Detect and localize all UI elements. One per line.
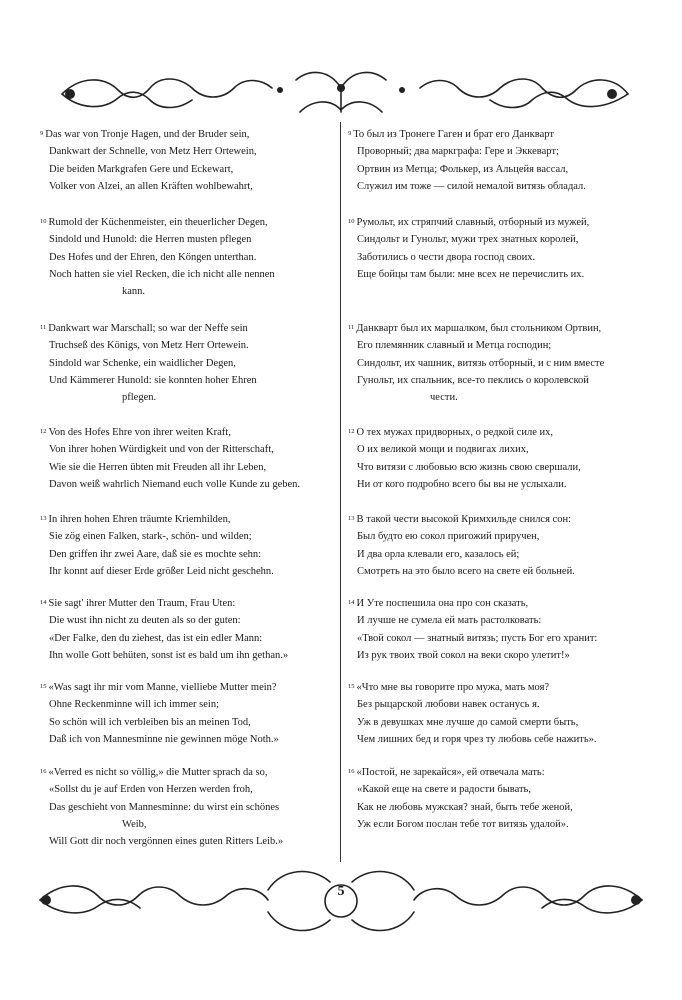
- stanza-first-line: [348, 214, 646, 231]
- stanza-line-text: «Постой, не зарекайся», ей отвечала мать:: [356, 767, 545, 778]
- stanza-line: Sie zög einen Falken, stark-, schön- und wilden;: [49, 531, 252, 543]
- stanza-number: 9: [348, 130, 352, 137]
- stanza-line: Ортвин из Метца; Фолькер, из Альцейя вассал,: [357, 163, 569, 175]
- stanza-line: Синдольт, их чашник, витязь отборный, и с ним вместе: [357, 357, 605, 369]
- stanza-first-line: [40, 320, 336, 337]
- stanza-line: «Der Falke, den du ziehest, das ist ein edler Mann:: [49, 632, 263, 644]
- stanza-line: Как не любовь мужская? знай, быть тебе женой,: [357, 801, 573, 813]
- stanza-line: Проворный; два маркграфа: Гере и Эккеварт;: [357, 146, 559, 158]
- stanza-line-text: Sie sagt' ihrer Mutter den Traum, Frau Uten:: [48, 598, 236, 609]
- stanza-line: Уж если Богом послан тебе тот витязь удалой».: [357, 818, 569, 830]
- german-stanza: [40, 320, 336, 406]
- stanza-line: Will Gott dir noch vergönnen eines guten Ritters Leib.»: [49, 836, 284, 848]
- german-stanza: [40, 126, 336, 195]
- stanza-line-text: В такой чести высокой Кримхильде снился сон:: [356, 514, 571, 525]
- stanza-first-line: [348, 679, 646, 696]
- stanza-line-continuation: pflegen.: [122, 392, 157, 404]
- stanza-number: 13: [40, 515, 47, 522]
- stanza-number: 10: [40, 218, 47, 225]
- stanza-line: «Какой еще на свете и радости бывать,: [357, 784, 531, 796]
- stanza-number: 12: [40, 428, 47, 435]
- stanza-line-text: О тех мужах придворных, о редкой силе их,: [356, 427, 553, 438]
- stanza-line: Ни от кого подробно всего бы вы не услыхали.: [357, 478, 567, 490]
- stanza-first-line: [348, 126, 646, 143]
- stanza-line: So schön will ich verbleiben bis an meinen Tod,: [49, 716, 251, 728]
- stanza-line: Von ihrer hohen Würdigkeit und von der Ritterschaft,: [49, 444, 274, 456]
- stanza-first-line: [40, 595, 336, 612]
- german-stanza: [40, 424, 336, 493]
- stanza-line: Уж в девушках мне лучше до самой смерти быть,: [357, 716, 579, 728]
- stanza-line-text: И Уте поспешила она про сон сказать,: [356, 598, 529, 609]
- stanza-line: Заботились о чести двора господ своих.: [357, 251, 536, 263]
- stanza-first-line: [40, 214, 336, 231]
- stanza-first-line: [348, 764, 646, 781]
- stanza-line-continuation: kann.: [122, 286, 146, 298]
- stanza-line-text: Данкварт был их маршалком, был стольником Ортвин,: [356, 323, 602, 334]
- stanza-line: Des Hofes und der Ehren, den Köngen unterthan.: [49, 251, 257, 263]
- stanza-line: Еще бойцы там были: мне всех не перечислить их.: [357, 268, 585, 280]
- bottom-ornament: [0, 860, 682, 940]
- stanza-line-text: Румольт, их стряпчий славный, отборный из мужей,: [356, 217, 590, 228]
- stanza-line-text: «Was sagt ihr mir vom Manne, vielliebe Mutter mein?: [48, 682, 277, 693]
- stanza-first-line: [348, 511, 646, 528]
- stanza-first-line: [348, 424, 646, 441]
- stanza-line: Чем лишних бед и горя чрез ту любовь себе нажить».: [357, 733, 597, 745]
- stanza-line-text: То был из Тронеге Гаген и брат его Данкварт: [353, 129, 554, 140]
- stanza-line: Truchseß des Königs, von Metz Herr Ortewein.: [49, 340, 249, 352]
- stanza-number: 15: [348, 683, 355, 690]
- stanza-line: Die wust ihn nicht zu deuten als so der guten:: [49, 615, 241, 627]
- stanza-line: Был будто ею сокол пригожий приручен,: [357, 531, 540, 543]
- german-stanza: [40, 511, 336, 580]
- stanza-number: 14: [40, 599, 47, 606]
- stanza-number: 13: [348, 515, 355, 522]
- stanza-number: 12: [348, 428, 355, 435]
- stanza-first-line: [40, 679, 336, 696]
- stanza-line: Его племянник славный и Метца господин;: [357, 340, 552, 352]
- stanza-number: 11: [348, 324, 355, 331]
- top-ornament: [0, 62, 682, 122]
- stanza-line: Из рук твоих твой сокол на веки скоро улетит!»: [357, 649, 570, 661]
- stanza-number: 15: [40, 683, 47, 690]
- stanza-first-line: [40, 511, 336, 528]
- russian-stanza: [348, 511, 646, 580]
- stanza-line: Служил им тоже — силой немалой витязь обладал.: [357, 180, 586, 192]
- german-stanza: [40, 764, 336, 850]
- stanza-line: Смотреть на это было всего на свете ей больней.: [357, 565, 575, 577]
- stanza-line-text: Das war von Tronje Hagen, und der Bruder sein,: [45, 129, 250, 140]
- stanza-line-text: «Что мне вы говорите про мужа, мать моя?: [356, 682, 550, 693]
- stanza-line-text: Von des Hofes Ehre von ihrer weiten Kraft,: [48, 427, 231, 438]
- stanza-line-text: In ihren hohen Ehren träumte Kriemhilden,: [48, 514, 231, 525]
- russian-stanza: [348, 320, 646, 406]
- stanza-line: Dankwart der Schnelle, von Metz Herr Ortewein,: [49, 146, 257, 158]
- stanza-line: Без рыцарской любови навек останусь я.: [357, 699, 540, 711]
- stanza-line: «Твой сокол — знатный витязь; пусть Бог его хранит:: [357, 632, 598, 644]
- stanza-line: Ihn wolle Gott behüten, sonst ist es bald um ihn gethan.»: [49, 649, 289, 661]
- page-number: 5: [337, 884, 345, 899]
- stanza-line: «Sollst du je auf Erden von Herzen werden froh,: [49, 784, 253, 796]
- stanza-line: И лучше не сумела ей мать растолковать:: [357, 615, 542, 627]
- stanza-number: 10: [348, 218, 355, 225]
- stanza-line-continuation: Weib,: [122, 818, 147, 830]
- german-stanza: [40, 595, 336, 664]
- stanza-line: Und Kämmerer Hunold: sie konnten hoher Ehren: [49, 374, 257, 386]
- stanza-line: Синдольт и Гунольт, мужи трех знатных королей,: [357, 234, 579, 246]
- stanza-number: 11: [40, 324, 47, 331]
- stanza-number: 9: [40, 130, 44, 137]
- stanza-line: Das geschieht von Mannesminne: du wirst ein schönes: [49, 801, 280, 813]
- stanza-line-text: Rumold der Küchenmeister, ein theuerlicher Degen,: [48, 217, 268, 228]
- stanza-first-line: [40, 126, 336, 143]
- russian-stanza: [348, 679, 646, 748]
- stanza-line: Sindold war Schenke, ein waidlicher Degen,: [49, 357, 236, 369]
- stanza-number: 14: [348, 599, 355, 606]
- russian-stanza: [348, 764, 646, 833]
- stanza-line-continuation: чести.: [430, 392, 458, 404]
- stanza-line: Что витязи с любовью всю жизнь свою свершали,: [357, 461, 581, 473]
- stanza-first-line: [40, 764, 336, 781]
- stanza-line: Ihr konnt auf dieser Erde größer Leid nicht geschehn.: [49, 565, 274, 577]
- stanza-line-text: «Verred es nicht so völlig,» die Mutter sprach da so,: [48, 767, 268, 778]
- stanza-line: Noch hatten sie viel Recken, die ich nicht alle nennen: [49, 268, 275, 280]
- russian-stanza: [348, 424, 646, 493]
- german-stanza: [40, 679, 336, 748]
- stanza-line: Davon weiß wahrlich Niemand euch volle Kunde zu geben.: [49, 478, 301, 490]
- stanza-first-line: [40, 424, 336, 441]
- stanza-number: 16: [348, 768, 355, 775]
- russian-stanza: [348, 214, 646, 283]
- stanza-line: О их великой мощи и подвигах лихих,: [357, 444, 529, 456]
- stanza-line: Ohne Reckenminne will ich immer sein;: [49, 699, 219, 711]
- stanza-line: Wie sie die Herren übten mit Freuden all ihr Leben,: [49, 461, 267, 473]
- stanza-line: Den griffen ihr zwei Aare, daß sie es mochte sehn:: [49, 548, 262, 560]
- stanza-line-text: Dankwart war Marschall; so war der Neffe sein: [48, 323, 248, 334]
- stanza-first-line: [348, 595, 646, 612]
- stanza-line: Sindold und Hunold: die Herren musten pflegen: [49, 234, 252, 246]
- stanza-line: Volker von Alzei, an allen Kräften wohlbewahrt,: [49, 180, 253, 192]
- stanza-line: Daß ich von Mannesminne nie gewinnen möge Noth.»: [49, 733, 279, 745]
- stanza-line: И два орла клевали его, казалось ей;: [357, 548, 520, 560]
- stanza-first-line: [348, 320, 646, 337]
- column-divider: [340, 122, 341, 862]
- stanza-line: Гунольт, их спальник, все-то пеклись о королевской: [357, 374, 589, 386]
- stanza-line: Die beiden Markgrafen Gere und Eckewart,: [49, 163, 234, 175]
- stanza-number: 16: [40, 768, 47, 775]
- russian-stanza: [348, 126, 646, 195]
- german-stanza: [40, 214, 336, 300]
- russian-stanza: [348, 595, 646, 664]
